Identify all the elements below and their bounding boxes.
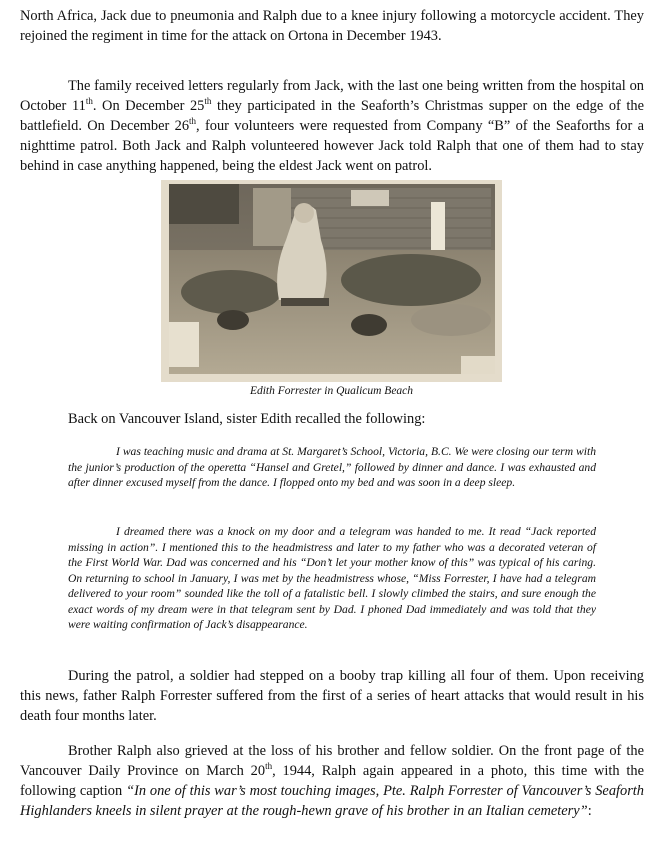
photo-image (161, 180, 502, 382)
photo-caption: Edith Forrester in Qualicum Beach (249, 385, 414, 397)
newspaper-caption-quote: “In one of this war’s most touching images, Pte. Ralph Forrester of Vancouver’s Seaforth Highlanders kneels in silent prayer at the rough-hewn grave of his brother in an Italian cemetery” (20, 783, 644, 819)
quote-paragraph-2: I dreamed there was a knock on my door and a telegram was handed to me. It read “Jack reported missing in action”. I mentioned this to the headmistress and later to my father who was a decorated veteran of the First World War. Dad was concerned and his “Don’t let your mother know of this” was typical of his caring. On returning to school in January, I was met by the headmistress whose, “Miss Forrester, I have had a telegram delivered to your room” sounded like the toll of a fatalistic bell. I slowly climbed the stairs, and sure enough the exact words of my dream were in that telegram sent by Dad. I phoned Dad immediately and was told that they were waiting confirmation of Jack’s disappearance. (68, 525, 596, 631)
paragraph-north-africa: North Africa, Jack due to pneumonia and Ralph due to a knee injury following a motorcycle accident. They rejoined the regiment in time for the attack on Ortona in December 1943. (20, 8, 644, 44)
paragraph-family-letters: The family received letters regularly from Jack, with the last one being written from the hospital on October 11th. On December 25th they participated in the Seaforth’s Christmas supper on the edge of the battlefield. On December 26th, four volunteers were requested from Company “B” of the Seaforths for a nighttime patrol. Both Jack and Ralph volunteered however Jack told Ralph that one of them had to stay behind in case anything happened, being the eldest Jack went on patrol. (20, 78, 645, 174)
photo-edith-forrester (161, 180, 502, 382)
paragraph-booby-trap: During the patrol, a soldier had stepped on a booby trap killing all four of them. Upon receiving this news, father Ralph Forrester suffered from the first of a series of heart attacks that would result in his death four months later. (20, 668, 644, 724)
lead-in-sentence: Back on Vancouver Island, sister Edith recalled the following: (68, 411, 426, 427)
paragraph-brother-ralph: Brother Ralph also grieved at the loss of his brother and fellow soldier. On the front page of the Vancouver Daily Province on March 20th, 1944, Ralph again appeared in a photo, this time with the following caption “In one of this war’s most touching images, Pte. Ralph Forrester of Vancouver’s Seaforth Highlanders kneels in silent prayer at the rough-hewn grave of his brother in an Italian cemetery”: (20, 743, 644, 819)
quote-paragraph-1: I was teaching music and drama at St. Margaret’s School, Victoria, B.C. We were closing our term with the junior’s production of the operetta “Hansel and Gretel,” followed by dinner and dance. I was exhausted and after dinner excused myself from the dance. I flopped onto my bed and was soon in a deep sleep. (68, 445, 596, 489)
